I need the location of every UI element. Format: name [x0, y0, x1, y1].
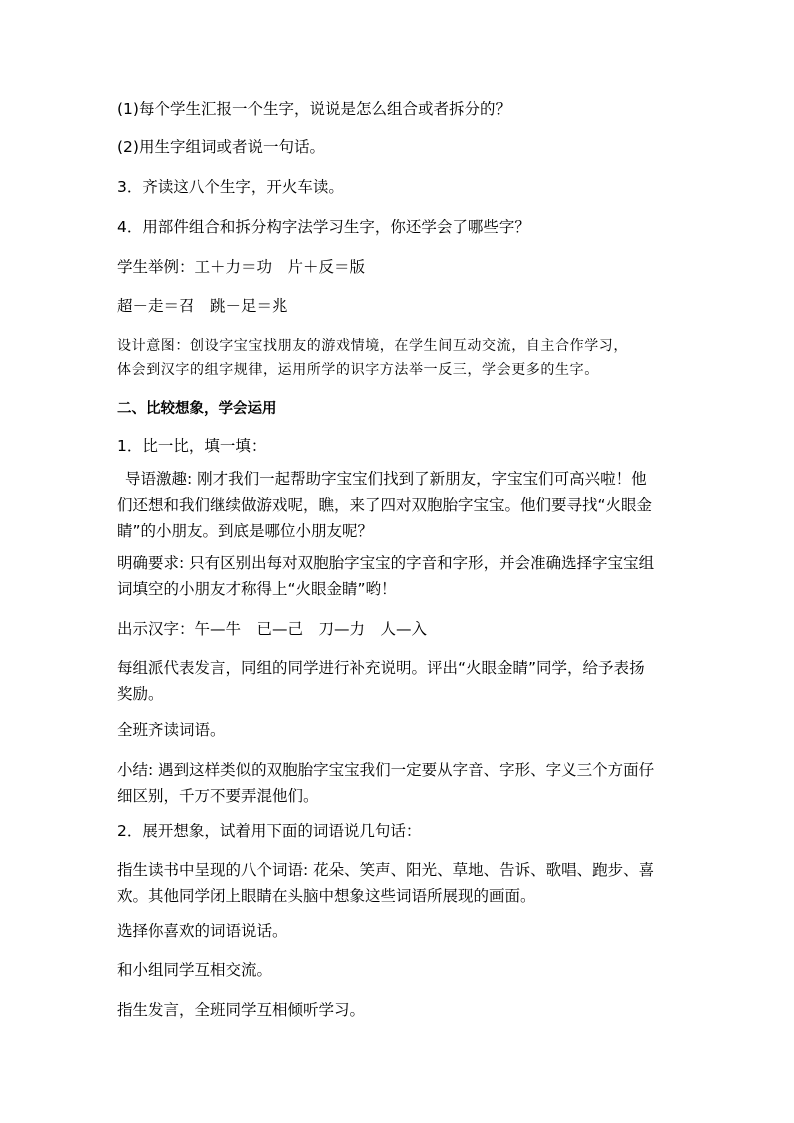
intro-line-1: 导语激趣: 刚才我们一起帮助字宝宝们找到了新朋友，字宝宝们可高兴啦！他 — [125, 470, 647, 488]
paragraph-design-intent — [117, 334, 687, 382]
paragraph-choose-word: 选择你喜欢的词语说话。 — [117, 922, 288, 940]
paragraph-make-words: (2)用生字组词或者说一句话。 — [117, 138, 325, 156]
paragraph-student-examples: 学生举例：工＋力＝功 片＋反＝版 — [117, 258, 366, 276]
paragraph-summary — [117, 757, 687, 809]
eight-words-line-2: 欢。其他同学闭上眼睛在头脑中想象这些词语所展现的画面。 — [117, 887, 536, 905]
summary-line-2: 细区别，千万不要弄混他们。 — [117, 787, 319, 805]
paragraph-imagine: 2．展开想象，试着用下面的词语说几句话： — [117, 822, 422, 840]
group-speaks-line-2: 奖励。 — [117, 685, 164, 703]
paragraph-group-exchange: 和小组同学互相交流。 — [117, 961, 273, 979]
paragraph-component-method: 4．用部件组合和拆分构字法学习生字，你还学会了哪些字？ — [117, 218, 530, 236]
paragraph-subtraction-examples: 超－走＝召 跳－足＝兆 — [117, 297, 288, 315]
requirements-line-2: 词填空的小朋友才称得上“火眼金睛”哟！ — [117, 580, 397, 598]
paragraph-compare-fill: 1．比一比，填一填： — [117, 437, 267, 455]
paragraph-read-together: 3．齐读这八个生字，开火车读。 — [117, 178, 344, 196]
design-intent-line-2: 体会到汉字的组字规律，运用所学的识字方法举一反三，学会更多的生字。 — [117, 362, 599, 378]
design-intent-line-1: 设计意图：创设字宝宝找朋友的游戏情境，在学生间互动交流，自主合作学习， — [117, 338, 628, 354]
paragraph-eight-words — [117, 857, 687, 909]
requirements-line-1: 明确要求: 只有区别出每对双胞胎字宝宝的字音和字形，并会准确选择字宝宝组 — [117, 554, 655, 572]
paragraph-group-speaks — [117, 655, 687, 707]
section-heading: 二、比较想象，学会运用 — [117, 401, 277, 417]
intro-line-2: 们还想和我们继续做游戏呢，瞧，来了四对双胞胎字宝宝。他们要寻找“火眼金 — [117, 496, 653, 514]
paragraph-class-reads: 全班齐读词语。 — [117, 721, 226, 739]
intro-line-3: 睛”的小朋友。到底是哪位小朋友呢？ — [117, 522, 374, 540]
paragraph-requirements — [117, 550, 687, 602]
paragraph-intro — [117, 466, 687, 544]
paragraph-report-character: (1)每个学生汇报一个生字，说说是怎么组合或者拆分的？ — [117, 100, 511, 118]
paragraph-speak-listen: 指生发言，全班同学互相倾听学习。 — [117, 1001, 366, 1019]
summary-line-1: 小结: 遇到这样类似的双胞胎字宝宝我们一定要从字音、字形、字义三个方面仔 — [117, 761, 655, 779]
eight-words-line-1: 指生读书中呈现的八个词语: 花朵、笑声、阳光、草地、告诉、歌唱、跑步、喜 — [117, 861, 655, 879]
group-speaks-line-1: 每组派代表发言，同组的同学进行补充说明。评出“火眼金睛”同学，给予表扬 — [117, 659, 645, 677]
paragraph-show-characters: 出示汉字：午—牛 已—己 刀—力 人—入 — [117, 620, 428, 638]
